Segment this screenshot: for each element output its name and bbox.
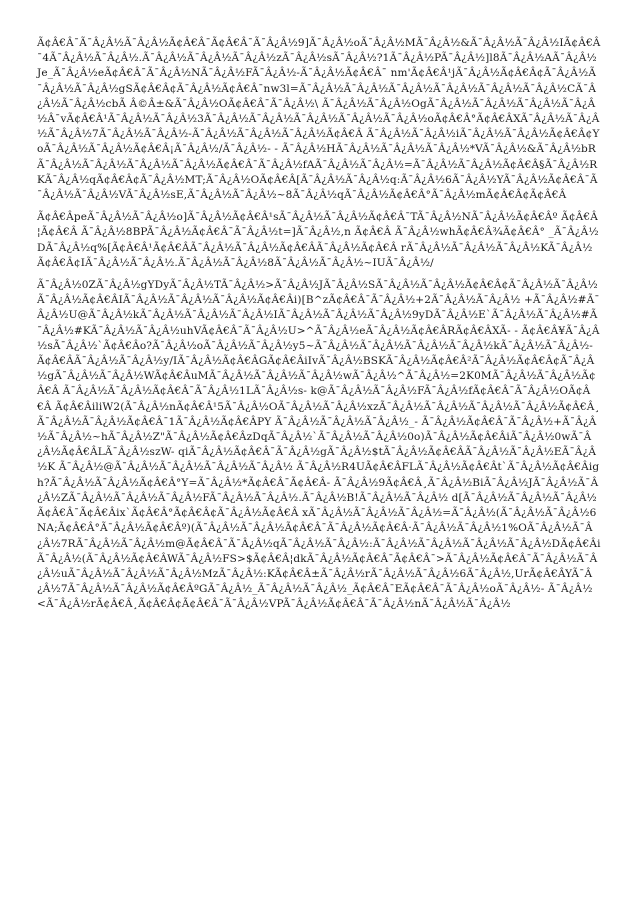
garbled-paragraph-1: Ã¢Â€Â¯Ã¯Â¿Â½Ã¯Â¿Â½Ã¢Â€Â¯Ã¢Â€Â¯Ã¯Â¿Â½9]Ã¯Â¿Â½oÃ¯Â¿Â½MÃ¯Â¿Â½&Ã¯Â¿Â½Ã¯Â¿Â½IÃ¢Â€Â¯4Ã¯Â¿Â½Ã¯Â¿Â½.Ã¯Â¿Â½Ã¯Â¿Â½Ã¯Â¿Â½zÃ¯Â¿Â½sÃ¯Â¿Â½?1Ã¯Â¿Â½PÃ¯Â¿Â½]l8Ã¯Â¿Â½AÃ¯Â¿Â½Je_Ã¯Â¿Â½eÃ¢Â€Â¯Ã¯Â¿Â½NÃ¯Â¿Â½FÃ¯Â¿Â½-Ã¯Â¿Â½Ã¢Â€Â¯ nm'Ã¢Â€Â¹jÃ¯Â¿Â½Ã¢Â€Â¢Ã¯Â¿Â½Ã¯Â¿Â½Ã¯Â¿Â½gSÃ¢Â€Â¢Ã¯Â¿Â½Ã¢Â€Â¯nw3l=Ã¯Â¿Â½Ã¯Â¿Â½Ã¯Â¿Â½Ã¯Â¿Â½Ã¯Â¿Â½Ã¯Â¿Â½CÃ¯Â¿Â½Ã¯Â¿Â½cbÃ Â©Â±&Ã¯Â¿Â½OÃ¢Â€Â¯Ã¯Â¿Â½\ Ã¯Â¿Â½Ã¯Â¿Â½OgÃ¯Â¿Â½Ã¯Â¿Â½Ã¯Â¿Â½Ã¯Â¿Â½Â¯vÃ¢Â€Â¹Ã¯Â¿Â½Ã¯Â¿Â½3Ã¯Â¿Â½Ã¯Â¿Â½Ã¯Â¿Â½Ã¯Â¿Â½Ã¯Â¿Â½oÃ¢Â€Â°Ã¢Â€ÂXÃ¯Â¿Â½Ã¯Â¿Â½Ã¯Â¿Â½7Ã¯Â¿Â½Ã¯Â¿Â½-Ã¯Â¿Â½Ã¯Â¿Â½Ã¯Â¿Â½Ã¢Â€Â Ã¯Â¿Â½Ã¯Â¿Â½iÃ¯Â¿Â½Ã¯Â¿Â½Ã¢Â€Â¢YoÃ¯Â¿Â½Ã¯Â¿Â½Ã¢Â€Â¡Ã¯Â¿Â½/Ã¯Â¿Â½- - Ã¯Â¿Â½HÃ¯Â¿Â½Ã¯Â¿Â½Ã¯Â¿Â½*VÃ¯Â¿Â½&Ã¯Â¿Â½bRÃ¯Â¿Â½Ã¯Â¿Â½Ã¯Â¿Â½Ã¯Â¿Â½Ã¢Â€Â¯Ã¯Â¿Â½fAÃ¯Â¿Â½Ã¯Â¿Â½=Ã¯Â¿Â½Ã¯Â¿Â½Ã¢Â€Â§Ã¯Â¿Â½RKÃ¯Â¿Â½qÃ¢Â€Â¢Ã¯Â¿Â½MT;Ã¯Â¿Â½OÃ¢Â€Â[Ã¯Â¿Â½Ã¯Â¿Â½q:Ã¯Â¿Â½6Ã¯Â¿Â½YÃ¯Â¿Â½Ã¢Â€Â¯Ã¯Â¿Â½Ã¯Â¿Â½VÃ¯Â¿Â½sE,Ã¯Â¿Â½Ã¯Â¿Â½~8Ã¯Â¿Â½qÃ¯Â¿Â½Ã¢Â€Â°Ã¯Â¿Â½mÃ¢Â€Â¢Ã¢Â€Â	[37, 37, 601, 202]
garbled-paragraph-3: Ã¯Â¿Â½0ZÃ¯Â¿Â½gYDyÃ¯Â¿Â½TÃ¯Â¿Â½>Ã¯Â¿Â½JÃ¯Â¿Â½SÃ¯Â¿Â½Ã¯Â¿Â½Ã¢Â€Â¢Ã¯Â¿Â½Ã¯Â¿Â½Ã¯Â¿Â½Ã¢Â€ÂIÃ¯Â¿Â½Ã¯Â¿Â½Ã¯Â¿Â½Ã¢Â€Âi)[B^zÃ¢Â€Â¯Ã¯Â¿Â½+2Ã¯Â¿Â½Ã¯Â¿Â½ +Ã¯Â¿Â½#Ã¯Â¿Â½U@Ã¯Â¿Â½kÃ¯Â¿Â½Ã¯Â¿Â½Ã¯Â¿Â½IÃ¯Â¿Â½Ã¯Â¿Â½Ã¯Â¿Â½9yDÃ¯Â¿Â½E`Ã¯Â¿Â½Ã¯Â¿Â½#Ã¯Â¿Â½#KÃ¯Â¿Â½Ã¯Â¿Â½uhVÃ¢Â€Â¯Ã¯Â¿Â½U>^Ã¯Â¿Â½eÃ¯Â¿Â½Ã¢Â€ÂRÃ¢Â€ÂXÃ- - Ã¢Â€Â¥Ã¯Â¿Â½sÃ¯Â¿Â½`Ã¢Â€Âo?Ã¯Â¿Â½oÃ¯Â¿Â½Ã¯Â¿Â½y5~Ã¯Â¿Â½Ã¯Â¿Â½Ã¯Â¿Â½Ã¯Â¿Â½kÃ¯Â¿Â½Ã¯Â¿Â½- Ã¢Â€ÂÃ¯Â¿Â½Ã¯Â¿Â½y/IÃ¯Â¿Â½Ã¢Â€ÂGÃ¢Â€ÂiIvÃ¯Â¿Â½BSKÃ¯Â¿Â½Ã¢Â€Â²Ã¯Â¿Â½Ã¢Â€Â¢Ã¯Â¿Â½gÃ¯Â¿Â½Ã¯Â¿Â½WÃ¢Â€ÂuMÃ¯Â¿Â½Ã¯Â¿Â½Ã¯Â¿Â½wÃ¯Â¿Â½^Ã¯Â¿Â½=2K0MÃ¯Â¿Â½Ã¯Â¿Â½Ã¢Â€Â Ã¯Â¿Â½Ã¯Â¿Â½Ã¢Â€Â¯Ã¯Â¿Â½1LÃ¯Â¿Â½s- k@Ã¯Â¿Â½Ã¯Â¿Â½FÃ¯Â¿Â½fÃ¢Â€Â¯Ã¯Â¿Â½OÃ¢Â€Â Ã¢Â€ÂiliW2(Ã¯Â¿Â½nÃ¢Â€Â¹5Ã¯Â¿Â½OÃ¯Â¿Â½Ã¯Â¿Â½xzÃ¯Â¿Â½Ã¯Â¿Â½Ã¯Â¿Â½Ã¯Â¿Â½Ã¢Â€Â¸Ã¯Â¿Â½Ã¯Â¿Â½Ã¢Â€Â¯1Ã¯Â¿Â½Ã¢Â€ÂPY Ã¯Â¿Â½Ã¯Â¿Â½Ã¯Â¿Â½_- Ã¯Â¿Â½Ã¢Â€Â¯Ã¯Â¿Â½+Ã¯Â¿Â½Ã¯Â¿Â½~hÃ¯Â¿Â½Z"Ã¯Â¿Â½Ã¢Â€ÂzDqÃ¯Â¿Â½`Ã¯Â¿Â½Ã¯Â¿Â½0o)Ã¯Â¿Â½Ã¢Â€ÂiÃ¯Â¿Â½0wÃ¯Â¿Â½Ã¢Â€ÂLÃ¯Â¿Â½szW- qiÃ¯Â¿Â½Ã¢Â€Â¯Ã¯Â¿Â½gÃ¯Â¿Â½$tÃ¯Â¿Â½Ã¢Â€ÂÃ¯Â¿Â½Ã¯Â¿Â½EÃ¯Â¿Â½K Ã¯Â¿Â½@Ã¯Â¿Â½Ã¯Â¿Â½Ã¯Â¿Â½Ã¯Â¿Â½ Ã¯Â¿Â½R4UÃ¢Â€ÂFLÃ¯Â¿Â½Ã¢Â€Ât`Ã¯Â¿Â½Ã¢Â€Âigh?Ã¯Â¿Â½Ã¯Â¿Â½Ã¢Â€Â°Y=Ã¯Â¿Â½*Ã¢Â€Â¯Ã¢Â€Â- Ã¯Â¿Â½9Ã¢Â€Â¸Ã¯Â¿Â½BiÃ¯Â¿Â½JÃ¯Â¿Â½Ã¯Â¿Â½ZÃ¯Â¿Â½Ã¯Â¿Â½Ã¯Â¿Â½FÃ¯Â¿Â½Ã¯Â¿Â½.Ã¯Â¿Â½B!Ã¯Â¿Â½Ã¯Â¿Â½ d[Ã¯Â¿Â½Ã¯Â¿Â½Ã¯Â¿Â½Ã¢Â€Â¯Ã¢Â€Âix`Ã¢Â€Â°Ã¢Â€Â¢Ã¯Â¿Â½Ã¢Â€Â xÃ¯Â¿Â½Ã¯Â¿Â½Ã¯Â¿Â½=Ã¯Â¿Â½(Ã¯Â¿Â½Ã¯Â¿Â½6NA;Ã¢Â€Â°Ã¯Â¿Â½Ã¢Â€Âº)(Ã¯Â¿Â½Ã¯Â¿Â½Ã¢Â€Â¯Ã¯Â¿Â½Ã¢Â€Â·Ã¯Â¿Â½Ã¯Â¿Â½1%OÃ¯Â¿Â½Ã¯Â¿Â½7RÃ¯Â¿Â½Ã¯Â¿Â½m@Ã¢Â€Â¯Ã¯Â¿Â½qÃ¯Â¿Â½Ã¯Â¿Â½:Ã¯Â¿Â½Ã¯Â¿Â½Ã¯Â¿Â½Ã¯Â¿Â½DÃ¢Â€ÂiÃ¯Â¿Â½(Ã¯Â¿Â½Ã¢Â€ÂWÃ¯Â¿Â½FS>$Ã¢Â€Â¦dkÃ¯Â¿Â½Ã¢Â€Â¯Ã¢Â€Â¯>Ã¯Â¿Â½Ã¢Â€Â¯Ã¯Â¿Â½Ã¯Â¿Â½uÃ¯Â¿Â½Ã¯Â¿Â½Ã¯Â¿Â½MzÃ¯Â¿Â½:KÃ¢Â€Â±Ã¯Â¿Â½rÃ¯Â¿Â½Ã¯Â¿Â½6Ã¯Â¿Â½,UrÃ¢Â€ÂYÃ¯Â¿Â½7Ã¯Â¿Â½Ã¯Â¿Â½Ã¢Â€ÂºGÃ¯Â¿Â½_Ã¯Â¿Â½Ã¯Â¿Â½_Ã¢Â€Â¯EÃ¢Â€Â¯Ã¯Â¿Â½oÃ¯Â¿Â½- Ã¯Â¿Â½<Ã¯Â¿Â½rÃ¢Â€Â¸Ã¢Â€Â¢Ã¢Â€Â¯Ã¯Â¿Â½VPÃ¯Â¿Â½Ã¢Â€Â¯Ã¯Â¿Â½nÃ¯Â¿Â½Ã¯Â¿Â½	[37, 279, 601, 611]
garbled-paragraph-2: Ã¢Â€ÂpeÃ¯Â¿Â½Ã¯Â¿Â½o]Ã¯Â¿Â½Ã¢Â€Â¹sÃ¯Â¿Â½Ã¯Â¿Â½Ã¢Â€Â¯TÃ¯Â¿Â½NÃ¯Â¿Â½Ã¢Â€Âº Ã¢Â€Â¦Ã¢Â€Â Ã¯Â¿Â½8BPÃ¯Â¿Â½Ã¢Â€Â¯Ã¯Â¿Â½t=]Ã¯Â¿Â½,n Ã¢Â€Â Ã¯Â¿Â½whÃ¢Â€Â¾Ã¢Â€Â° _Ã¯Â¿Â½DÃ¯Â¿Â½q%[Ã¢Â€Â¹Ã¢Â€ÂÃ¯Â¿Â½Ã¯Â¿Â½Ã¢Â€ÂÃ¯Â¿Â½Ã¢Â€Â rÃ¯Â¿Â½Ã¯Â¿Â½Ã¯Â¿Â½KÃ¯Â¿Â½Ã¢Â€Â¢IÃ¯Â¿Â½Ã¯Â¿Â½.Ã¯Â¿Â½Ã¯Â¿Â½8Ã¯Â¿Â½Ã¯Â¿Â½~IUÃ¯Â¿Â½/	[37, 211, 599, 269]
